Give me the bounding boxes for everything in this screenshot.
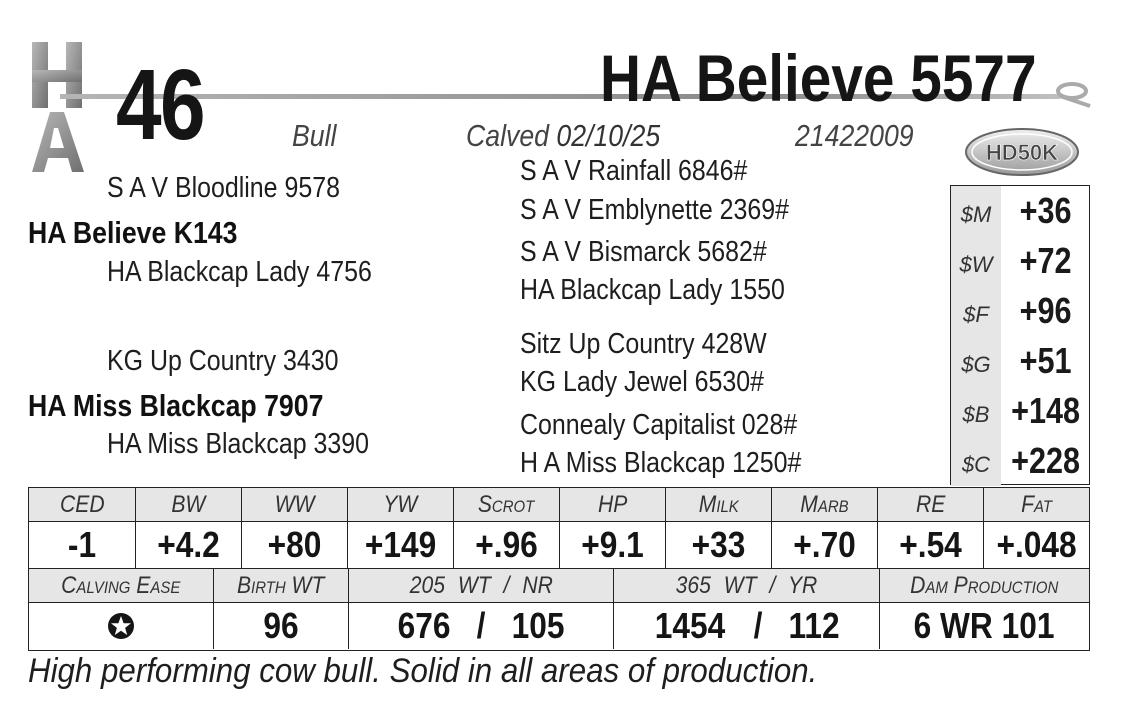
epd-value: +.048 [983, 522, 1089, 568]
dam-dam-dam: H A Miss Blackcap 1250# [520, 447, 802, 479]
index-value: +51 [1020, 340, 1072, 381]
epd-header: CED [59, 490, 105, 518]
epd-header: Fat [983, 488, 1089, 521]
index-label: $C [951, 436, 1001, 486]
epd-value: +4.2 [135, 522, 241, 568]
calved-date: 02/10/25 [556, 118, 661, 153]
epd-value-row [29, 521, 1089, 568]
dollar-index-table [950, 185, 1090, 485]
lot-number: 46 [116, 49, 204, 161]
perf-header-365: 365 WT / YR [613, 569, 879, 602]
index-value: +96 [1020, 290, 1072, 331]
dam-sire-sire: Sitz Up Country 428W [520, 328, 767, 360]
calved-info [466, 118, 660, 154]
index-label: $G [951, 336, 1001, 386]
birth-weight-value: 96 [213, 603, 348, 649]
performance-value-row [29, 602, 1089, 649]
sire-dam: HA Blackcap Lady 4756 [107, 256, 372, 288]
index-value: +228 [1011, 440, 1081, 481]
epd-header: RE [877, 488, 983, 521]
calved-label: Calved [466, 118, 549, 153]
dam: HA Miss Blackcap 7907 [28, 388, 324, 423]
sex-label: Bull [292, 118, 337, 153]
index-value: +148 [1011, 390, 1081, 431]
registration-number: 21422009 [795, 118, 914, 153]
hd50k-badge-icon [964, 127, 1080, 177]
index-row [951, 386, 1089, 436]
epd-header: Scrot [453, 488, 559, 521]
star-in-circle-icon [106, 611, 136, 641]
animal-name: HA Believe 5577 [600, 41, 1037, 115]
sire: HA Believe K143 [28, 215, 238, 250]
separator: / [753, 605, 762, 646]
dam-sire-dam: KG Lady Jewel 6530# [520, 366, 765, 398]
index-label: $F [951, 286, 1001, 336]
comment-text: High performing cow bull. Solid in all areas of production. [28, 652, 818, 690]
index-value: +72 [1020, 240, 1072, 281]
epd-header: WW [241, 488, 347, 521]
index-row [951, 286, 1089, 336]
epd-header: Marb [771, 488, 877, 521]
epd-header-row [29, 488, 1089, 521]
epd-value: +9.1 [559, 522, 665, 568]
perf-header-calving-ease: Calving Ease [61, 571, 181, 599]
sire-dam-dam: HA Blackcap Lady 1550 [520, 274, 785, 306]
epd-value: +.54 [877, 522, 983, 568]
dam-dam: HA Miss Blackcap 3390 [107, 428, 370, 460]
perf-header-dam-production: Dam Production [879, 569, 1089, 602]
wt365-value: 1454 [655, 605, 726, 646]
epd-table [28, 487, 1090, 569]
badge-text: HD50K [985, 140, 1059, 165]
yr-value: 112 [788, 605, 840, 646]
perf-header-205: 205 WT / NR [348, 569, 613, 602]
dam-sire: KG Up Country 3430 [107, 345, 339, 377]
index-row [951, 336, 1089, 386]
weaning-cell [348, 603, 613, 649]
sire-sire-sire: S A V Rainfall 6846# [520, 155, 748, 187]
epd-header: YW [347, 488, 453, 521]
epd-header: HP [559, 488, 665, 521]
epd-header: BW [135, 488, 241, 521]
calving-ease-cell [29, 603, 213, 649]
epd-value: +149 [347, 522, 453, 568]
index-label: $W [951, 236, 1001, 286]
sire-sire-dam: S A V Emblynette 2369# [520, 194, 789, 226]
epd-value: +.70 [771, 522, 877, 568]
index-row [951, 436, 1089, 486]
epd-value: +.96 [453, 522, 559, 568]
wt205-value: 676 [397, 605, 451, 646]
performance-header-row [29, 569, 1089, 602]
index-row [951, 236, 1089, 286]
index-value: +36 [1020, 190, 1072, 231]
epd-value: +80 [241, 522, 347, 568]
epd-value: +33 [665, 522, 771, 568]
index-label: $M [951, 186, 1001, 236]
epd-header: Milk [665, 488, 771, 521]
index-row [951, 186, 1089, 236]
yearling-cell [613, 603, 879, 649]
sire-sire: S A V Bloodline 9578 [107, 172, 340, 204]
dam-production-value: 6 WR 101 [879, 603, 1089, 649]
index-label: $B [951, 386, 1001, 436]
epd-value: -1 [67, 524, 97, 565]
nr-value: 105 [511, 605, 565, 646]
dam-dam-sire: Connealy Capitalist 028# [520, 409, 798, 441]
separator: / [476, 605, 486, 646]
perf-header-birth-wt: Birth WT [213, 569, 348, 602]
performance-table [28, 569, 1090, 651]
sire-dam-sire: S A V Bismarck 5682# [520, 236, 767, 268]
